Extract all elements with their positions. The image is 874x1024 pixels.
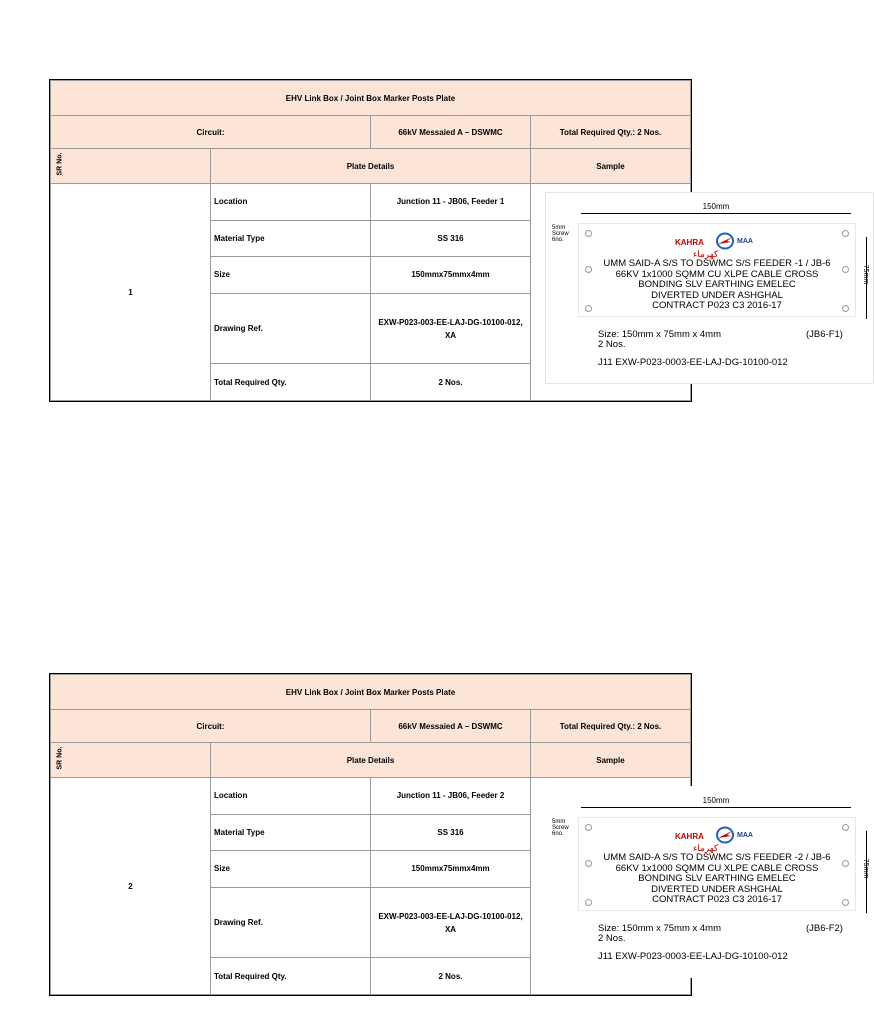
plate-details-header: Plate Details — [211, 743, 531, 778]
detail-label: Location — [211, 778, 371, 815]
sample-tag: (JB6-F1) — [806, 329, 843, 340]
detail-value: SS 316 — [371, 220, 531, 257]
screw-hole-icon — [842, 230, 849, 237]
detail-label: Size — [211, 851, 371, 888]
detail-label: Location — [211, 184, 371, 221]
detail-value: 150mmx75mmx4mm — [371, 851, 531, 888]
plate-details-header: Plate Details — [211, 149, 531, 184]
sr-no-header: SR No. — [51, 149, 211, 184]
plate-table — [50, 674, 870, 995]
detail-label: Material Type — [211, 220, 371, 257]
sheet-title: EHV Link Box / Joint Box Marker Posts Plate — [51, 81, 691, 116]
sample-ref-text: J11 EXW-P023-0003-EE-LAJ-DG-10100-012 — [598, 357, 788, 368]
detail-value: 2 Nos. — [371, 364, 531, 401]
marker-plate-sheet-2 — [49, 673, 870, 996]
screw-hole-icon — [585, 230, 592, 237]
total-qty-header: Total Required Qty.: 2 Nos. — [531, 116, 691, 149]
plate-inscription: UMM SAID-A S/S TO DSWMC S/S FEEDER -2 / JB-6 66KV 1x1000 SQMM CU XLPE CABLE CROSS BONDING SLV EARTHING EMELEC DIVERTED UNDER ASHGHAL CONTRACT P023 C3 2016-17 — [603, 852, 831, 905]
screw-note: 5mm Screw 6no. — [552, 819, 569, 837]
plate-table — [50, 80, 870, 401]
marker-plate-sheet-1 — [49, 79, 870, 402]
screw-hole-icon — [842, 824, 849, 831]
detail-label: Drawing Ref. — [211, 293, 371, 364]
sample-size-text: Size: 150mm x 75mm x 4mm — [598, 329, 721, 340]
kahramaa-logo: KAHRA MAA كهرماء — [675, 824, 765, 852]
plate-outline — [578, 223, 856, 317]
kahramaa-emblem-icon — [715, 826, 735, 844]
kahramaa-logo: KAHRA MAA كهرماء — [675, 230, 765, 258]
detail-label: Total Required Qty. — [211, 364, 371, 401]
detail-label: Size — [211, 257, 371, 294]
sample-cell — [531, 184, 870, 401]
circuit-value: 66kV Messaied A – DSWMC — [371, 116, 531, 149]
sample-header: Sample — [531, 743, 691, 778]
sample-header: Sample — [531, 149, 691, 184]
circuit-label: Circuit: — [51, 710, 371, 743]
sr-number: 1 — [51, 184, 211, 401]
kahramaa-emblem-icon — [715, 232, 735, 250]
sr-no-header: SR No. — [51, 743, 211, 778]
detail-value: EXW-P023-003-EE-LAJ-DG-10100-012, XA — [371, 293, 531, 364]
sample-qty-text: 2 Nos. — [598, 933, 626, 944]
plate-sample-drawing — [545, 192, 874, 384]
plate-sample-drawing — [545, 786, 874, 978]
detail-value: Junction 11 - JB06, Feeder 1 — [371, 184, 531, 221]
height-dimension: 75mm — [862, 831, 872, 913]
detail-value: EXW-P023-003-EE-LAJ-DG-10100-012, XA — [371, 887, 531, 958]
total-qty-header: Total Required Qty.: 2 Nos. — [531, 710, 691, 743]
plate-inscription: UMM SAID-A S/S TO DSWMC S/S FEEDER -1 / JB-6 66KV 1x1000 SQMM CU XLPE CABLE CROSS BONDING SLV EARTHING EMELEC DIVERTED UNDER ASHGHAL CONTRACT P023 C3 2016-17 — [603, 258, 831, 311]
sample-ref-text: J11 EXW-P023-0003-EE-LAJ-DG-10100-012 — [598, 951, 788, 962]
sample-cell — [531, 778, 870, 995]
sample-qty-text: 2 Nos. — [598, 339, 626, 350]
circuit-value: 66kV Messaied A – DSWMC — [371, 710, 531, 743]
sheet-title: EHV Link Box / Joint Box Marker Posts Plate — [51, 675, 691, 710]
detail-label: Drawing Ref. — [211, 887, 371, 958]
sample-size-text: Size: 150mm x 75mm x 4mm — [598, 923, 721, 934]
detail-label: Total Required Qty. — [211, 958, 371, 995]
height-dimension: 75mm — [862, 237, 872, 319]
detail-label: Material Type — [211, 814, 371, 851]
screw-note: 5mm Screw 6no. — [552, 225, 569, 243]
sample-tag: (JB6-F2) — [806, 923, 843, 934]
circuit-label: Circuit: — [51, 116, 371, 149]
width-dimension: 150mm — [581, 207, 851, 217]
plate-outline — [578, 817, 856, 911]
detail-value: 2 Nos. — [371, 958, 531, 995]
width-dimension: 150mm — [581, 801, 851, 811]
detail-value: 150mmx75mmx4mm — [371, 257, 531, 294]
detail-value: SS 316 — [371, 814, 531, 851]
detail-value: Junction 11 - JB06, Feeder 2 — [371, 778, 531, 815]
screw-hole-icon — [585, 824, 592, 831]
sr-number: 2 — [51, 778, 211, 995]
